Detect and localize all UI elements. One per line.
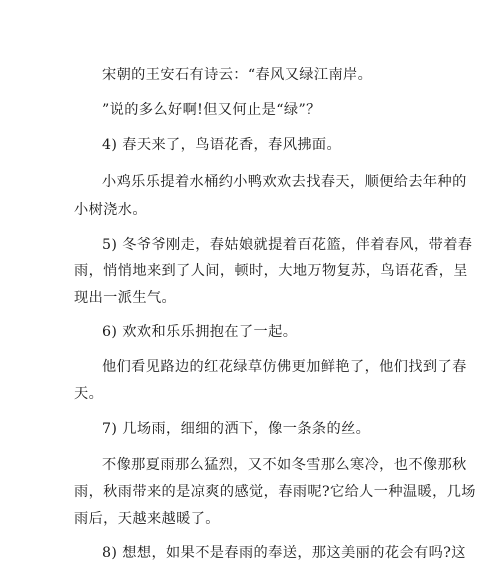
text-line: 小树浇水。: [74, 202, 147, 218]
text-line: 现出一派生气。: [74, 290, 177, 306]
text-line: 雨后，天越来越暖了。: [74, 511, 220, 527]
text-line: 他们看见路边的红花绿草仿佛更加鲜艳了，他们找到了春: [102, 359, 467, 375]
text-line: 雨，悄悄地来到了人间，顿时，大地万物复苏，鸟语花香，呈: [74, 263, 468, 279]
text-line: ”说的多么好啊!但又何止是“绿”？: [102, 102, 321, 118]
text-line: 4) 春天来了，鸟语花香，春风拂面。: [102, 137, 342, 153]
text-line: 5) 冬爷爷刚走，春姑娘就提着百花篮，伴着春风，带着春: [102, 237, 473, 253]
text-line: 雨，秋雨带来的是凉爽的感觉，春雨呢?它给人一种温暖，几场: [74, 484, 476, 500]
text-line: 小鸡乐乐提着水桶约小鸭欢欢去找春天，顺便给去年种的: [102, 174, 467, 190]
text-line: 7) 几场雨，细细的洒下，像一条条的丝。: [102, 421, 371, 437]
text-line: 宋朝的王安石有诗云：“春风又绿江南岸。: [102, 67, 373, 83]
text-line: 6) 欢欢和乐乐拥抱在了一起。: [102, 324, 298, 340]
text-line: 天。: [74, 386, 104, 402]
text-line: 不像那夏雨那么猛烈，又不如冬雪那么寒冷，也不像那秋: [102, 457, 467, 473]
text-line: 8) 想想，如果不是春雨的奉送，那这美丽的花会有吗?这: [102, 545, 466, 561]
